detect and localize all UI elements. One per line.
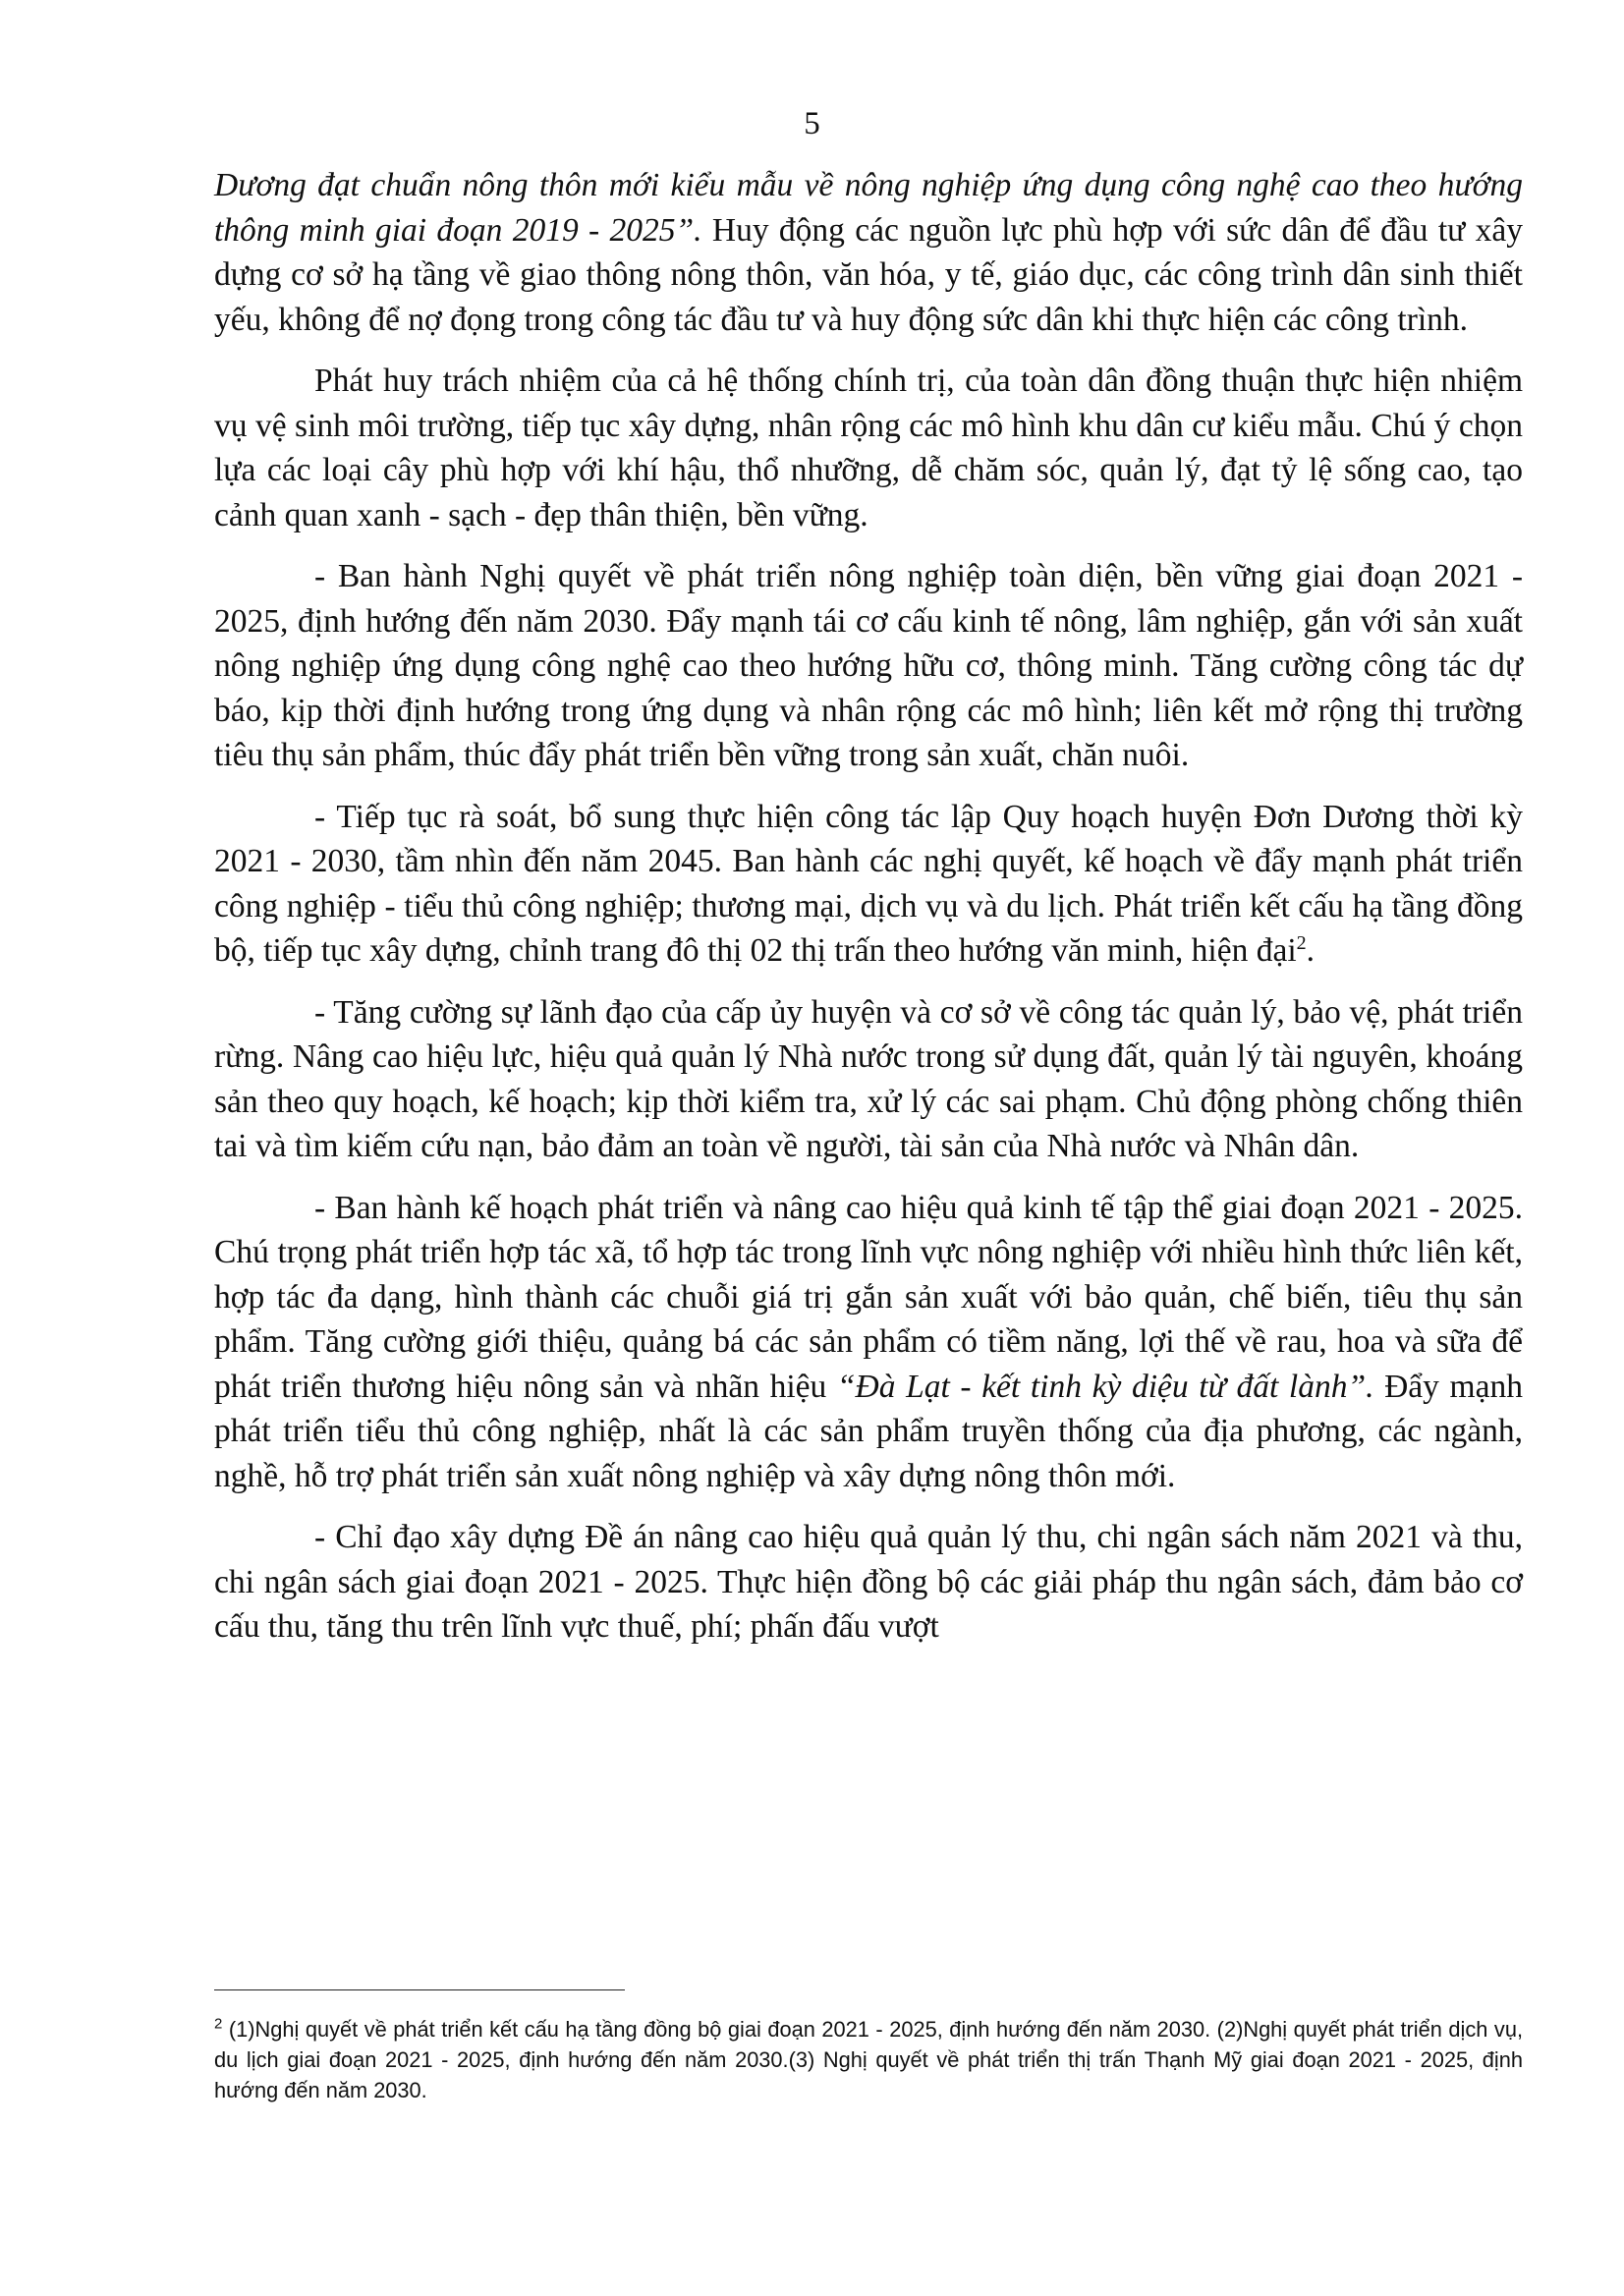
paragraph-6-end: Đẩy mạnh phát triển tiểu thủ công nghiệp, nhất là các sản phẩm truyền thống của địa phương, các ngành, nghề, hỗ trợ phát triển sản xuất nông nghiệp và xây dựng nông thôn mới. [214,1368,1523,1494]
paragraph-1-italic: Dương đạt chuẩn nông thôn mới kiểu mẫu về nông nghiệp ứng dụng công nghệ cao theo hướng thông minh giai đoạn 2019 - 2025”. [214,167,1523,249]
paragraph-2 [214,359,1523,537]
paragraph-2-text: Phát huy trách nhiệm của cả hệ thống chính trị, của toàn dân đồng thuận thực hiện nhiệm vụ vệ sinh môi trường, tiếp tục xây dựng, nhân rộng các mô hình khu dân cư kiểu mẫu. Chú ý chọn lựa các loại cây phù hợp với khí hậu, thổ nhưỡng, dễ chăm sóc, quản lý, đạt tỷ lệ sống cao, tạo cảnh quan xanh - sạch - đẹp thân thiện, bền vững. [214,363,1523,533]
paragraph-5-text: - Tăng cường sự lãnh đạo của cấp ủy huyện và cơ sở về công tác quản lý, bảo vệ, phát triển rừng. Nâng cao hiệu lực, hiệu quả quản lý Nhà nước trong sử dụng đất, quản lý tài nguyên, khoáng sản theo quy hoạch, kế hoạch; kịp thời kiểm tra, xử lý các sai phạm. Chủ động phòng chống thiên tai và tìm kiếm cứu nạn, bảo đảm an toàn về người, tài sản của Nhà nước và Nhân dân. [214,993,1523,1164]
paragraph-1 [214,163,1523,342]
paragraph-4-end: . [1306,932,1316,969]
paragraph-4-text: - Tiếp tục rà soát, bổ sung thực hiện công tác lập Quy hoạch huyện Đơn Dương thời kỳ 2021 - 2030, tầm nhìn đến năm 2045. Ban hành các nghị quyết, kế hoạch về đẩy mạnh phát triển công nghiệp - tiểu thủ công nghiệp; thương mại, dịch vụ và du lịch. Phát triển kết cấu hạ tầng đồng bộ, tiếp tục xây dựng, chỉnh trang đô thị 02 thị trấn theo hướng văn minh, hiện đại [214,798,1523,969]
paragraph-6-text: - Ban hành kế hoạch phát triển và nâng cao hiệu quả kinh tế tập thể giai đoạn 2021 - 2025. Chú trọng phát triển hợp tác xã, tổ hợp tác trong lĩnh vực nông nghiệp với nhiều hình thức liên kết, hợp tác đa dạng, hình thành các chuỗi giá trị gắn sản xuất với bảo quản, chế biến, tiêu thụ sản phẩm. Tăng cường giới thiệu, quảng bá các sản phẩm có tiềm năng, lợi thế về rau, hoa và sữa để phát triển thương hiệu nông sản và nhãn hiệu [214,1189,1523,1405]
body-text [214,163,1523,1666]
paragraph-6 [214,1186,1523,1499]
page-number: 5 [804,106,820,141]
paragraph-3-text: - Ban hành Nghị quyết về phát triển nông nghiệp toàn diện, bền vững giai đoạn 2021 - 2025, định hướng đến năm 2030. Đẩy mạnh tái cơ cấu kinh tế nông, lâm nghiệp, gắn với sản xuất nông nghiệp ứng dụng công nghệ cao theo hướng hữu cơ, thông minh. Tăng cường công tác dự báo, kịp thời định hướng trong ứng dụng và nhân rộng các mô hình; liên kết mở rộng thị trường tiêu thụ sản phẩm, thúc đẩy phát triển bền vững trong sản xuất, chăn nuôi. [214,558,1523,773]
paragraph-3 [214,554,1523,778]
footnote-reference[interactable]: 2 [1296,931,1307,954]
paragraph-7 [214,1515,1523,1650]
paragraph-4 [214,795,1523,974]
footnote [214,2014,1523,2105]
footnote-divider [214,1989,625,1990]
paragraph-7-text: - Chỉ đạo xây dựng Đề án nâng cao hiệu quả quản lý thu, chi ngân sách năm 2021 và thu, chi ngân sách giai đoạn 2021 - 2025. Thực hiện đồng bộ các giải pháp thu ngân sách, đảm bảo cơ cấu thu, tăng thu trên lĩnh vực thuế, phí; phấn đấu vượt [214,1519,1523,1645]
paragraph-1-text: Huy động các nguồn lực phù hợp với sức dân để đầu tư xây dựng cơ sở hạ tầng về giao thông nông thôn, văn hóa, y tế, giáo dục, các công trình dân sinh thiết yếu, không để nợ đọng trong công tác đầu tư và huy động sức dân khi thực hiện các công trình. [214,211,1523,338]
paragraph-5 [214,990,1523,1169]
footnote-marker: 2 [214,2015,223,2033]
paragraph-6-italic-quote: “Đà Lạt - kết tinh kỳ diệu từ đất lành”. [836,1368,1374,1405]
footnote-text: (1)Nghị quyết về phát triển kết cấu hạ tầng đồng bộ giai đoạn 2021 - 2025, định hướng đến năm 2030. (2)Nghị quyết phát triển dịch vụ, du lịch giai đoạn 2021 - 2025, định hướng đến năm 2030.(3) Nghị quyết về phát triển thị trấn Thạnh Mỹ giai đoạn 2021 - 2025, định hướng đến năm 2030. [214,2017,1523,2102]
